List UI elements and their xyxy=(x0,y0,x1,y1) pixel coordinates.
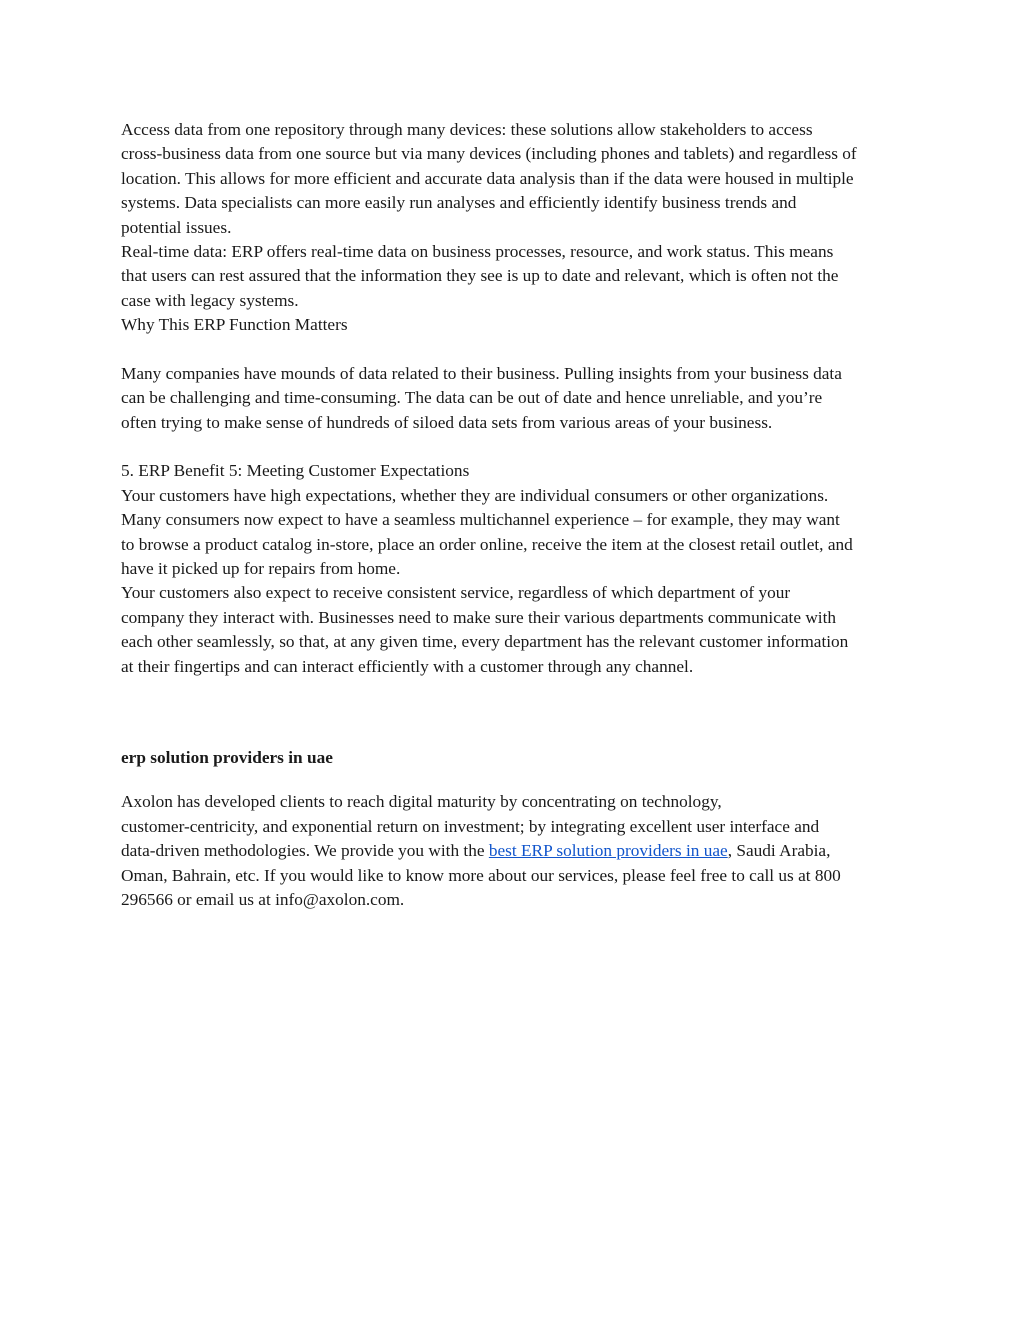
paragraph-axolon xyxy=(121,790,911,912)
text-line: can be challenging and time-consuming. The data can be out of date and hence unreliable, and you’re xyxy=(121,388,823,408)
benefit-heading: 5. ERP Benefit 5: Meeting Customer Expectations xyxy=(121,461,470,481)
text-line: each other seamlessly, so that, at any given time, every department has the relevant customer information xyxy=(121,632,849,652)
spacer xyxy=(121,770,911,790)
erp-providers-link[interactable]: best ERP solution providers in uae xyxy=(488,841,728,861)
text-line: potential issues. xyxy=(121,217,232,237)
text-line: Real-time data: ERP offers real-time data on business processes, resource, and work status. This means xyxy=(121,241,834,261)
paragraph-consistent-service xyxy=(121,581,911,679)
text-segment: , Saudi Arabia, xyxy=(727,841,831,861)
text-line: Your customers also expect to receive consistent service, regardless of which department of your xyxy=(121,583,791,603)
section-heading: erp solution providers in uae xyxy=(121,747,333,767)
text-line: systems. Data specialists can more easily run analyses and efficiently identify business trends and xyxy=(121,193,797,213)
text-line: often trying to make sense of hundreds of siloed data sets from various areas of your business. xyxy=(121,412,773,432)
text-line-with-link xyxy=(121,839,911,863)
text-line: location. This allows for more efficient and accurate data analysis than if the data were housed in multiple xyxy=(121,168,854,188)
spacer xyxy=(121,338,911,362)
text-line: have it picked up for repairs from home. xyxy=(121,559,401,579)
paragraph-real-time-data xyxy=(121,240,911,313)
paragraph-data-access xyxy=(121,118,911,240)
text-line: Many consumers now expect to have a seamless multichannel experience – for example, they may want xyxy=(121,510,840,530)
text-line: company they interact with. Businesses need to make sure their various departments communicate with xyxy=(121,607,837,627)
text-line: at their fingertips and can interact efficiently with a customer through any channel. xyxy=(121,656,694,676)
paragraph-customer-expectations xyxy=(121,484,911,582)
text-line: Many companies have mounds of data related to their business. Pulling insights from your business data xyxy=(121,363,842,383)
text-line: Oman, Bahrain, etc. If you would like to know more about our services, please feel free to call us at 800 xyxy=(121,865,841,885)
document-page xyxy=(121,118,911,912)
text-line: Axolon has developed clients to reach digital maturity by concentrating on technology, xyxy=(121,792,722,812)
text-line: to browse a product catalog in-store, place an order online, receive the item at the closest retail outlet, and xyxy=(121,534,853,554)
text-line: Access data from one repository through many devices: these solutions allow stakeholders to access xyxy=(121,120,813,139)
spacer xyxy=(121,679,911,746)
text-line: that users can rest assured that the information they see is up to date and relevant, which is often not the xyxy=(121,266,839,286)
text-line: case with legacy systems. xyxy=(121,290,299,310)
text-line: Your customers have high expectations, whether they are individual consumers or other organizations. xyxy=(121,485,829,505)
why-heading: Why This ERP Function Matters xyxy=(121,315,348,335)
spacer xyxy=(121,435,911,459)
text-segment: data-driven methodologies. We provide you with the xyxy=(121,841,489,861)
text-line: customer-centricity, and exponential return on investment; by integrating excellent user interface and xyxy=(121,816,820,836)
text-line: 296566 or email us at info@axolon.com. xyxy=(121,889,405,909)
text-line: cross-business data from one source but via many devices (including phones and tablets) and regardless of xyxy=(121,144,857,164)
paragraph-mounds-of-data xyxy=(121,362,911,435)
